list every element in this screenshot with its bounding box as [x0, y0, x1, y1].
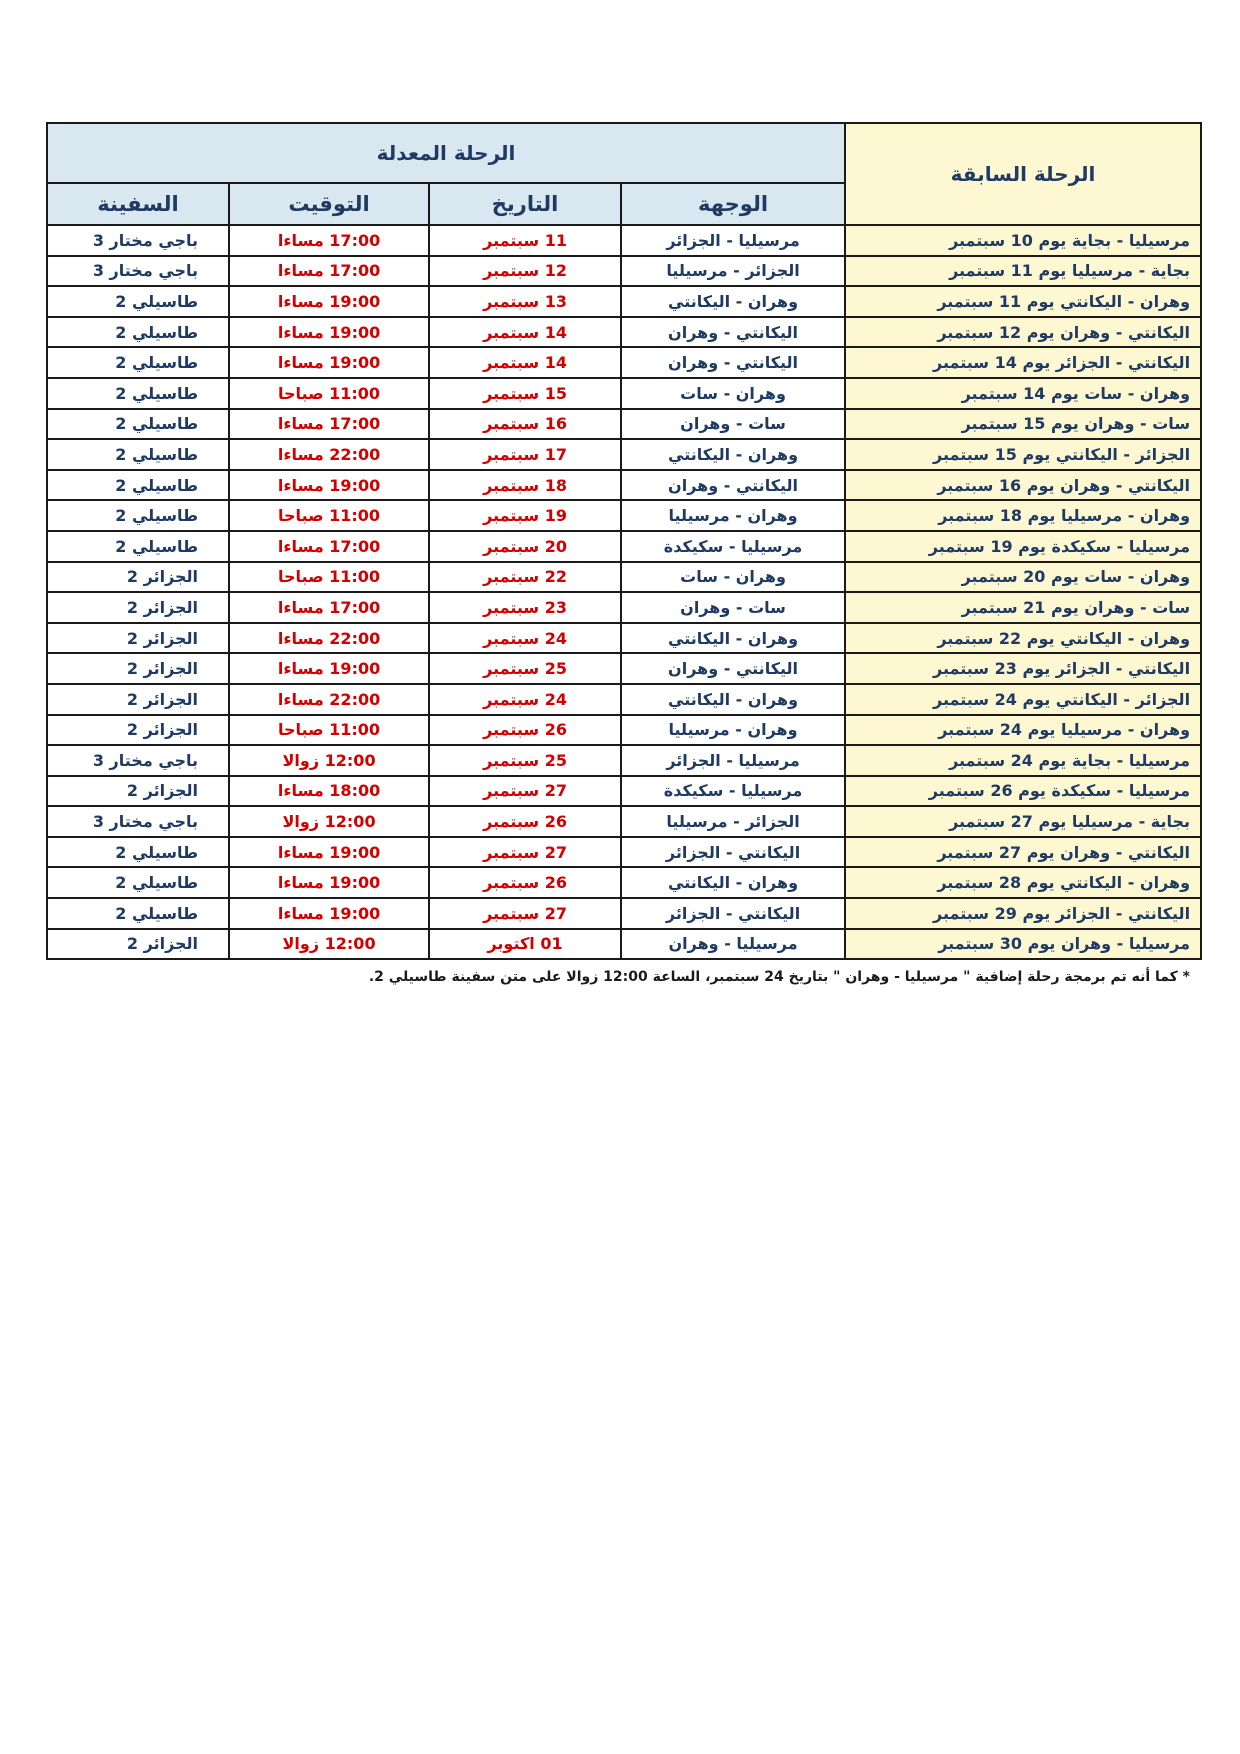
ship-cell: الجزائر 2	[47, 592, 229, 623]
table-row	[47, 867, 1201, 898]
previous-trip-cell: بجاية - مرسيليا يوم 27 سبتمبر	[845, 806, 1201, 837]
time-header: التوقيت	[229, 183, 429, 225]
ship-cell: الجزائر 2	[47, 929, 229, 960]
time-cell: 19:00 مساءا	[229, 470, 429, 501]
time-cell: 11:00 صباحا	[229, 378, 429, 409]
schedule-table	[46, 122, 1202, 960]
ship-cell: طاسيلي 2	[47, 378, 229, 409]
time-cell: 12:00 زوالا	[229, 806, 429, 837]
destination-cell: مرسيليا - الجزائر	[621, 225, 845, 256]
ship-cell: الجزائر 2	[47, 653, 229, 684]
previous-trip-cell: الجزائر - اليكانتي يوم 15 سبتمبر	[845, 439, 1201, 470]
time-cell: 17:00 مساءا	[229, 256, 429, 287]
previous-trip-cell: اليكانتي - الجزائر يوم 23 سبتمبر	[845, 653, 1201, 684]
ship-cell: طاسيلي 2	[47, 500, 229, 531]
ship-cell: الجزائر 2	[47, 562, 229, 593]
time-cell: 11:00 صباحا	[229, 562, 429, 593]
destination-cell: وهران - سات	[621, 562, 845, 593]
destination-cell: وهران - مرسيليا	[621, 500, 845, 531]
destination-cell: سات - وهران	[621, 592, 845, 623]
destination-cell: اليكانتي - وهران	[621, 470, 845, 501]
date-cell: 25 سبتمبر	[429, 653, 621, 684]
table-row	[47, 500, 1201, 531]
destination-cell: وهران - سات	[621, 378, 845, 409]
time-cell: 19:00 مساءا	[229, 898, 429, 929]
table-row	[47, 745, 1201, 776]
date-cell: 26 سبتمبر	[429, 715, 621, 746]
table-row	[47, 225, 1201, 256]
previous-trip-cell: اليكانتي - الجزائر يوم 29 سبتمبر	[845, 898, 1201, 929]
date-cell: 15 سبتمبر	[429, 378, 621, 409]
table-row	[47, 470, 1201, 501]
table-row	[47, 592, 1201, 623]
previous-trip-cell: وهران - اليكانتي يوم 11 سبتمبر	[845, 286, 1201, 317]
table-row	[47, 776, 1201, 807]
destination-cell: اليكانتي - الجزائر	[621, 898, 845, 929]
previous-trip-cell: وهران - مرسيليا يوم 24 سبتمبر	[845, 715, 1201, 746]
table-row	[47, 929, 1201, 960]
table-row	[47, 684, 1201, 715]
previous-trip-cell: اليكانتي - وهران يوم 16 سبتمبر	[845, 470, 1201, 501]
ship-cell: طاسيلي 2	[47, 317, 229, 348]
date-cell: 17 سبتمبر	[429, 439, 621, 470]
table-row	[47, 378, 1201, 409]
ship-cell: طاسيلي 2	[47, 439, 229, 470]
date-cell: 20 سبتمبر	[429, 531, 621, 562]
destination-header: الوجهة	[621, 183, 845, 225]
ship-cell: طاسيلي 2	[47, 347, 229, 378]
date-cell: 18 سبتمبر	[429, 470, 621, 501]
previous-trip-cell: مرسيليا - بجاية يوم 10 سبتمبر	[845, 225, 1201, 256]
time-cell: 17:00 مساءا	[229, 592, 429, 623]
date-cell: 26 سبتمبر	[429, 806, 621, 837]
table-row	[47, 286, 1201, 317]
previous-trip-cell: مرسيليا - وهران يوم 30 سبتمبر	[845, 929, 1201, 960]
time-cell: 17:00 مساءا	[229, 225, 429, 256]
ship-cell: طاسيلي 2	[47, 470, 229, 501]
previous-trip-cell: الجزائر - اليكانتي يوم 24 سبتمبر	[845, 684, 1201, 715]
table-row	[47, 623, 1201, 654]
ship-header: السفينة	[47, 183, 229, 225]
table-row	[47, 898, 1201, 929]
time-cell: 22:00 مساءا	[229, 439, 429, 470]
previous-trip-cell: سات - وهران يوم 15 سبتمبر	[845, 409, 1201, 440]
time-cell: 19:00 مساءا	[229, 286, 429, 317]
date-cell: 13 سبتمبر	[429, 286, 621, 317]
destination-cell: وهران - اليكانتي	[621, 867, 845, 898]
previous-trip-cell: مرسيليا - سكيكدة يوم 26 سبتمبر	[845, 776, 1201, 807]
destination-cell: الجزائر - مرسيليا	[621, 256, 845, 287]
date-header: التاريخ	[429, 183, 621, 225]
ship-cell: طاسيلي 2	[47, 531, 229, 562]
ship-cell: باجي مختار 3	[47, 256, 229, 287]
date-cell: 24 سبتمبر	[429, 623, 621, 654]
previous-trip-cell: وهران - سات يوم 14 سبتمبر	[845, 378, 1201, 409]
modified-trip-header: الرحلة المعدلة	[47, 123, 845, 183]
date-cell: 22 سبتمبر	[429, 562, 621, 593]
time-cell: 19:00 مساءا	[229, 867, 429, 898]
destination-cell: سات - وهران	[621, 409, 845, 440]
destination-cell: اليكانتي - الجزائر	[621, 837, 845, 868]
destination-cell: وهران - اليكانتي	[621, 623, 845, 654]
ship-cell: باجي مختار 3	[47, 806, 229, 837]
previous-trip-cell: اليكانتي - وهران يوم 12 سبتمبر	[845, 317, 1201, 348]
table-row	[47, 439, 1201, 470]
ship-cell: الجزائر 2	[47, 684, 229, 715]
time-cell: 11:00 صباحا	[229, 715, 429, 746]
ship-cell: باجي مختار 3	[47, 225, 229, 256]
ship-cell: طاسيلي 2	[47, 898, 229, 929]
table-row	[47, 409, 1201, 440]
destination-cell: اليكانتي - وهران	[621, 317, 845, 348]
table-row	[47, 837, 1201, 868]
destination-cell: وهران - اليكانتي	[621, 684, 845, 715]
table-row	[47, 256, 1201, 287]
previous-trip-header: الرحلة السابقة	[845, 123, 1201, 225]
time-cell: 19:00 مساءا	[229, 653, 429, 684]
time-cell: 19:00 مساءا	[229, 317, 429, 348]
destination-cell: مرسيليا - سكيكدة	[621, 531, 845, 562]
date-cell: 27 سبتمبر	[429, 837, 621, 868]
ship-cell: طاسيلي 2	[47, 409, 229, 440]
ship-cell: طاسيلي 2	[47, 867, 229, 898]
destination-cell: وهران - مرسيليا	[621, 715, 845, 746]
time-cell: 12:00 زوالا	[229, 929, 429, 960]
date-cell: 16 سبتمبر	[429, 409, 621, 440]
time-cell: 11:00 صباحا	[229, 500, 429, 531]
table-row	[47, 531, 1201, 562]
ship-cell: باجي مختار 3	[47, 745, 229, 776]
destination-cell: وهران - اليكانتي	[621, 439, 845, 470]
date-cell: 27 سبتمبر	[429, 776, 621, 807]
destination-cell: مرسيليا - الجزائر	[621, 745, 845, 776]
destination-cell: اليكانتي - وهران	[621, 347, 845, 378]
table-row	[47, 715, 1201, 746]
date-cell: 25 سبتمبر	[429, 745, 621, 776]
date-cell: 11 سبتمبر	[429, 225, 621, 256]
destination-cell: مرسيليا - وهران	[621, 929, 845, 960]
date-cell: 27 سبتمبر	[429, 898, 621, 929]
ship-cell: الجزائر 2	[47, 715, 229, 746]
date-cell: 24 سبتمبر	[429, 684, 621, 715]
ship-cell: طاسيلي 2	[47, 837, 229, 868]
destination-cell: اليكانتي - وهران	[621, 653, 845, 684]
time-cell: 17:00 مساءا	[229, 531, 429, 562]
previous-trip-cell: مرسيليا - بجاية يوم 24 سبتمبر	[845, 745, 1201, 776]
date-cell: 14 سبتمبر	[429, 347, 621, 378]
destination-cell: مرسيليا - سكيكدة	[621, 776, 845, 807]
time-cell: 22:00 مساءا	[229, 623, 429, 654]
previous-trip-cell: وهران - اليكانتي يوم 28 سبتمبر	[845, 867, 1201, 898]
table-row	[47, 806, 1201, 837]
destination-cell: الجزائر - مرسيليا	[621, 806, 845, 837]
previous-trip-cell: وهران - سات يوم 20 سبتمبر	[845, 562, 1201, 593]
table-row	[47, 317, 1201, 348]
footnote: * كما أنه تم برمجة رحلة إضافية " مرسيليا - وهران " بتاريخ 24 سبتمبر، الساعة 12:00 زوالا على متن سفينة طاسيلي 2.	[368, 969, 1190, 985]
previous-trip-cell: اليكانتي - وهران يوم 27 سبتمبر	[845, 837, 1201, 868]
table-row	[47, 347, 1201, 378]
previous-trip-cell: سات - وهران يوم 21 سبتمبر	[845, 592, 1201, 623]
time-cell: 19:00 مساءا	[229, 837, 429, 868]
time-cell: 19:00 مساءا	[229, 347, 429, 378]
previous-trip-cell: اليكانتي - الجزائر يوم 14 سبتمبر	[845, 347, 1201, 378]
ship-cell: الجزائر 2	[47, 776, 229, 807]
schedule-rows	[47, 225, 1201, 959]
date-cell: 14 سبتمبر	[429, 317, 621, 348]
previous-trip-cell: بجاية - مرسيليا يوم 11 سبتمبر	[845, 256, 1201, 287]
ship-cell: طاسيلي 2	[47, 286, 229, 317]
date-cell: 12 سبتمبر	[429, 256, 621, 287]
ship-cell: الجزائر 2	[47, 623, 229, 654]
time-cell: 17:00 مساءا	[229, 409, 429, 440]
date-cell: 01 اكتوبر	[429, 929, 621, 960]
table-row	[47, 562, 1201, 593]
previous-trip-cell: مرسيليا - سكيكدة يوم 19 سبتمبر	[845, 531, 1201, 562]
date-cell: 26 سبتمبر	[429, 867, 621, 898]
date-cell: 23 سبتمبر	[429, 592, 621, 623]
time-cell: 18:00 مساءا	[229, 776, 429, 807]
previous-trip-cell: وهران - مرسيليا يوم 18 سبتمبر	[845, 500, 1201, 531]
table-row	[47, 653, 1201, 684]
date-cell: 19 سبتمبر	[429, 500, 621, 531]
destination-cell: وهران - اليكانتي	[621, 286, 845, 317]
time-cell: 12:00 زوالا	[229, 745, 429, 776]
time-cell: 22:00 مساءا	[229, 684, 429, 715]
previous-trip-cell: وهران - اليكانتي يوم 22 سبتمبر	[845, 623, 1201, 654]
